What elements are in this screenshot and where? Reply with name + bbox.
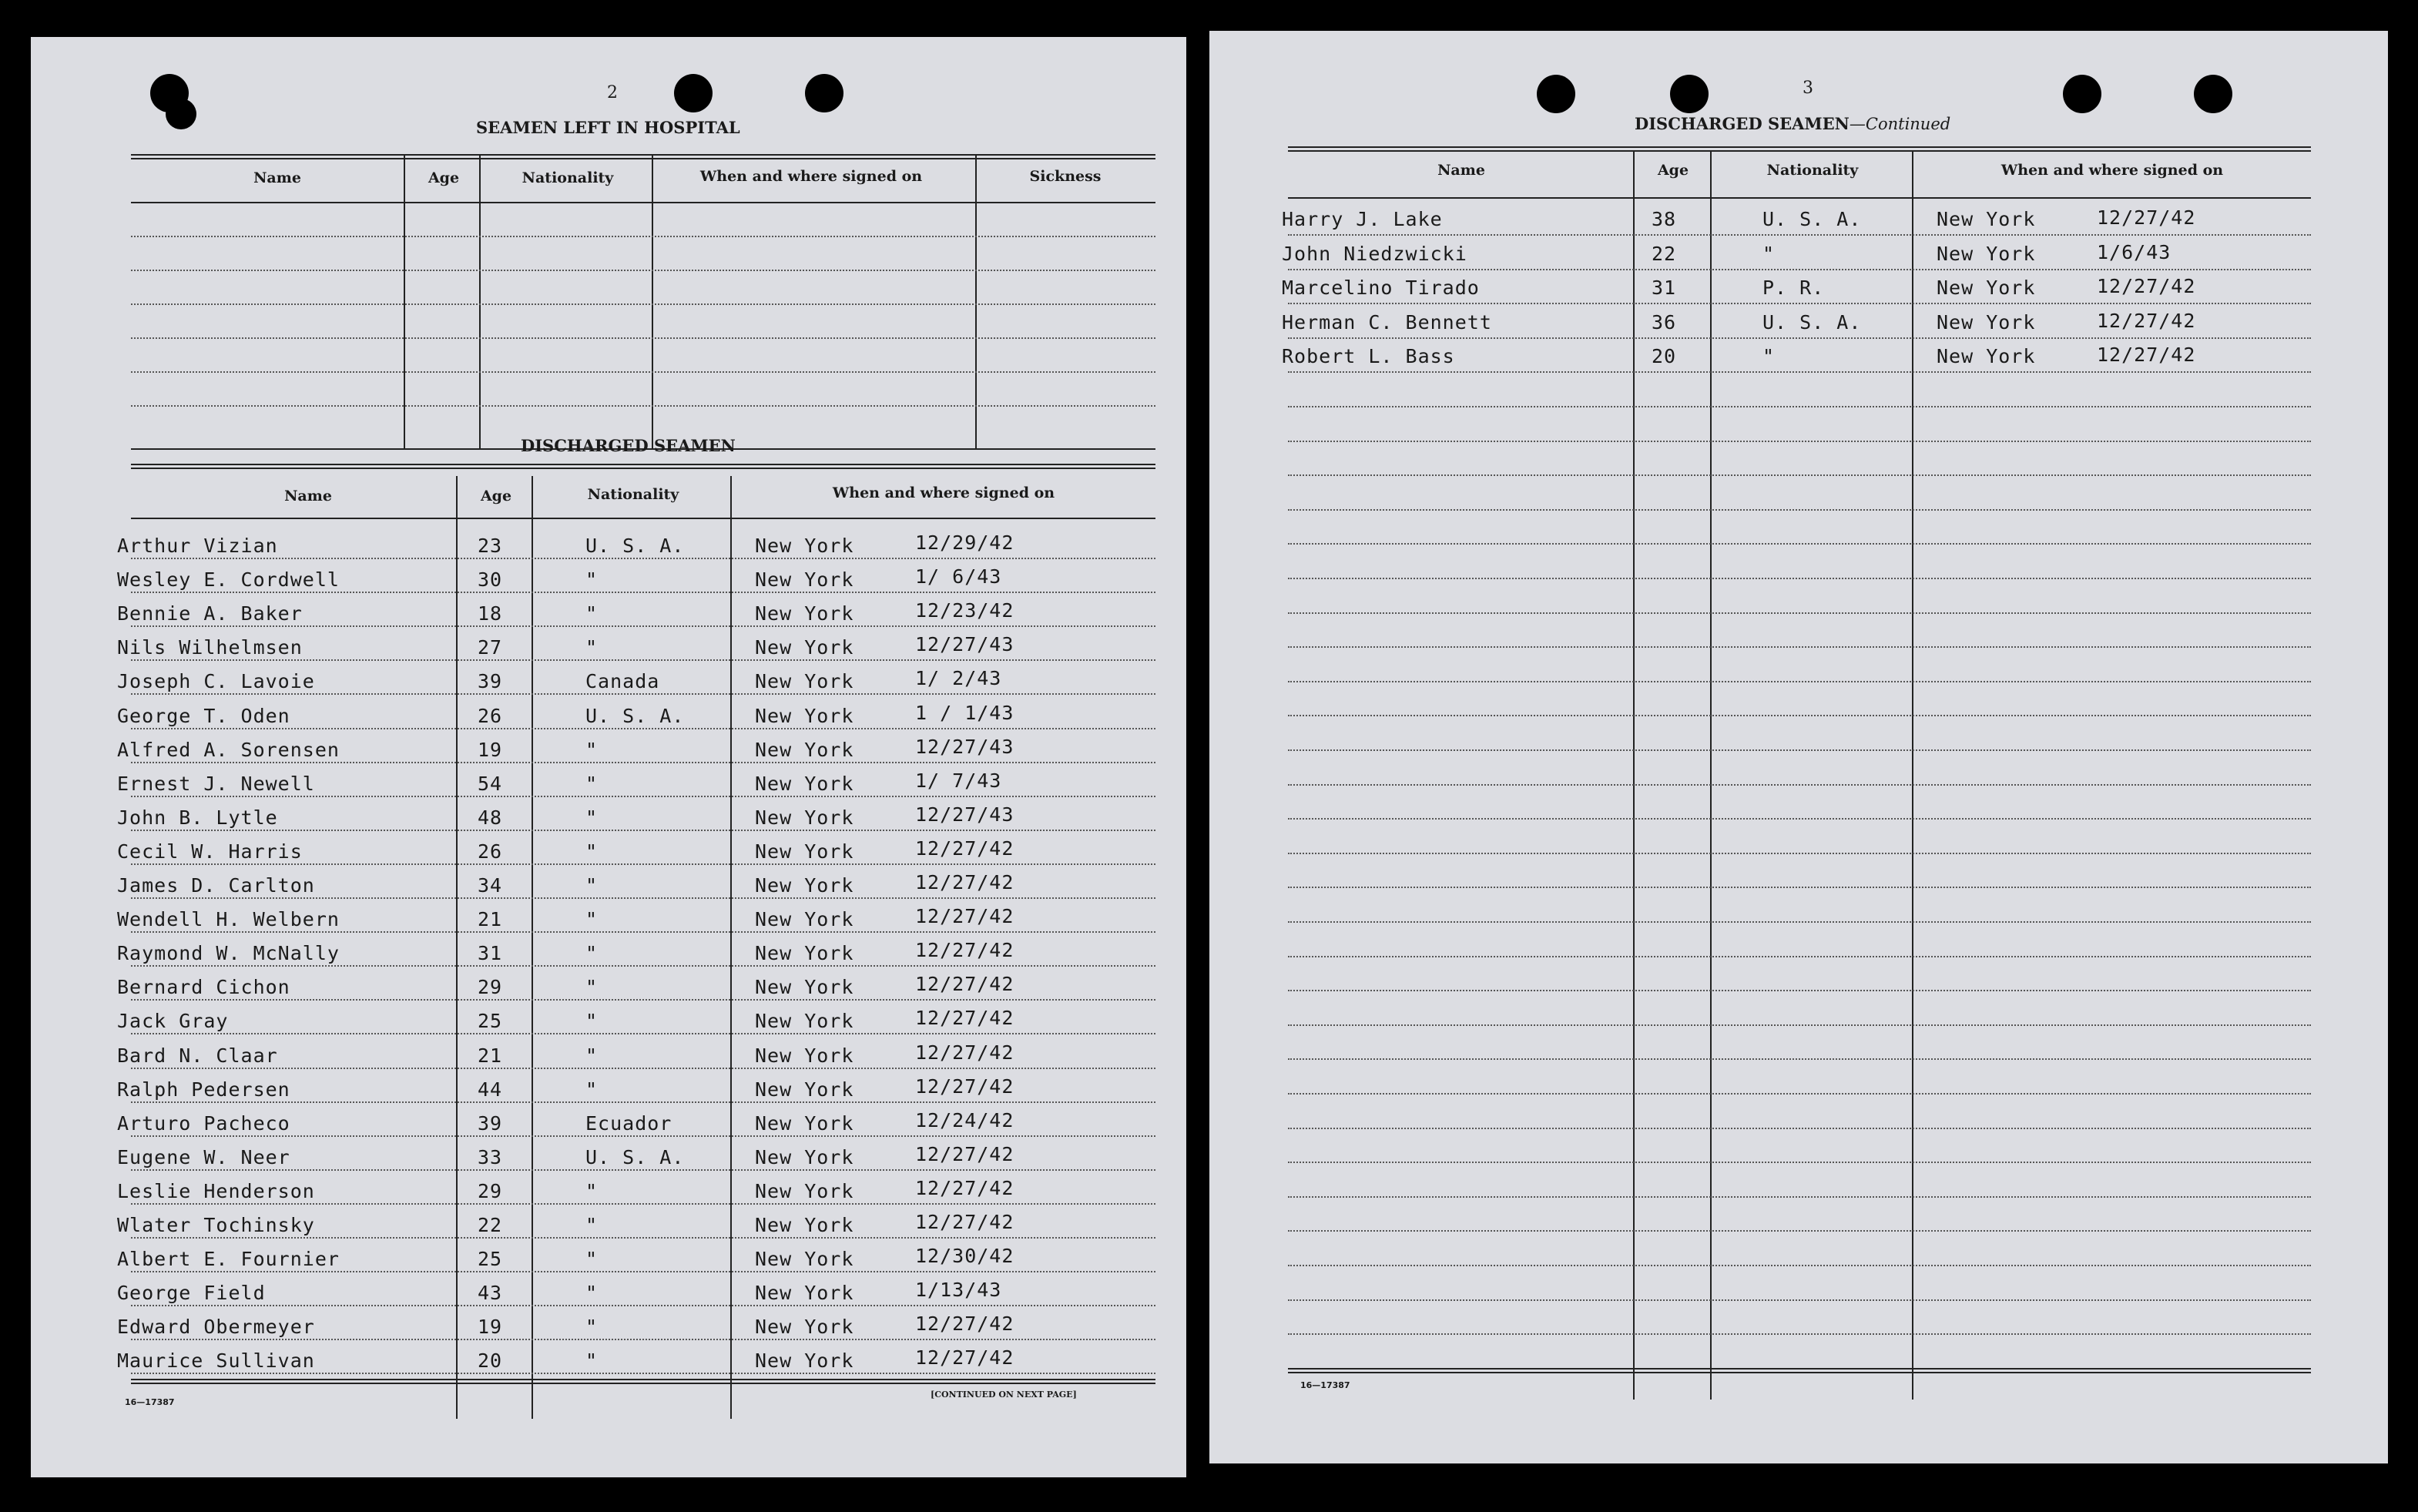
header-rule	[131, 154, 1155, 159]
seaman-name: Harry J. Lake	[1282, 208, 1443, 230]
row-line	[1288, 681, 2311, 682]
signed-on-date: 1/ 2/43	[915, 667, 1002, 689]
signed-on-date: 1/ 7/43	[915, 769, 1002, 792]
signed-on-date: 12/27/42	[915, 1313, 1014, 1335]
signed-on-date: 12/29/42	[915, 531, 1014, 554]
row-line	[1288, 543, 2311, 545]
signed-on-place: New York	[1937, 277, 2036, 299]
right-bottom-rule	[1288, 1368, 2311, 1373]
seaman-age: 21	[478, 1044, 503, 1067]
seaman-nationality: U. S. A.	[585, 705, 685, 727]
signed-on-date: 1 / 1/43	[915, 702, 1014, 724]
discharged-col-name: Name	[284, 488, 332, 505]
row-line	[1288, 1162, 2311, 1163]
row-line	[1288, 715, 2311, 716]
seaman-nationality: Canada	[585, 670, 660, 692]
seaman-age: 54	[478, 773, 503, 795]
discharged-col-age: Age	[480, 488, 512, 505]
hospital-head-rule	[131, 202, 1155, 203]
row-line	[1288, 1299, 2311, 1301]
seaman-name: Leslie Henderson	[117, 1180, 315, 1202]
right-col-nationality: Nationality	[1766, 162, 1859, 179]
hospital-row-line	[131, 371, 1155, 373]
hospital-col-divider	[479, 154, 481, 448]
signed-on-place: New York	[755, 1316, 854, 1338]
signed-on-place: New York	[755, 1214, 854, 1236]
row-line	[1288, 509, 2311, 511]
binder-hole	[674, 74, 713, 112]
seaman-name: Bernard Cichon	[117, 976, 290, 998]
seaman-nationality: "	[585, 942, 599, 964]
hospital-col-divider	[652, 154, 653, 448]
row-line	[131, 659, 1155, 661]
signed-on-place: New York	[755, 670, 854, 692]
row-line	[1288, 474, 2311, 476]
right-col-signed-on: When and where signed on	[2000, 162, 2224, 179]
binder-hole	[1670, 75, 1709, 113]
signed-on-date: 12/27/42	[915, 837, 1014, 860]
row-line	[131, 965, 1155, 967]
seaman-age: 26	[478, 705, 503, 727]
row-line	[1288, 646, 2311, 648]
seaman-nationality: "	[585, 568, 599, 591]
row-line	[131, 762, 1155, 763]
hospital-row-line	[131, 236, 1155, 237]
seaman-name: John B. Lytle	[117, 806, 278, 829]
seaman-age: 26	[478, 840, 503, 863]
signed-on-place: New York	[755, 942, 854, 964]
hospital-row-line	[131, 270, 1155, 271]
row-line	[1288, 406, 2311, 407]
seaman-nationality: "	[585, 1044, 599, 1067]
signed-on-date: 12/27/42	[2097, 344, 2196, 366]
binder-hole	[2063, 75, 2101, 113]
binder-hole	[1537, 75, 1575, 113]
row-line	[131, 863, 1155, 865]
signed-on-place: New York	[755, 1349, 854, 1372]
signed-on-date: 12/27/42	[915, 905, 1014, 927]
row-line	[131, 1033, 1155, 1034]
signed-on-date: 12/30/42	[915, 1245, 1014, 1267]
signed-on-place: New York	[755, 705, 854, 727]
seaman-age: 44	[478, 1078, 503, 1101]
signed-on-date: 12/27/42	[915, 973, 1014, 995]
signed-on-place: New York	[755, 1044, 854, 1067]
row-line	[1288, 1230, 2311, 1232]
seaman-age: 20	[1652, 345, 1677, 367]
discharged-col-signed-on: When and where signed on	[832, 484, 1055, 501]
row-line	[1288, 990, 2311, 991]
signed-on-place: New York	[755, 1078, 854, 1101]
signed-on-date: 12/27/42	[2097, 310, 2196, 332]
seaman-nationality: "	[585, 1349, 599, 1372]
row-line	[131, 1271, 1155, 1272]
signed-on-place: New York	[1937, 243, 2036, 265]
row-line	[1288, 887, 2311, 888]
seaman-nationality: U. S. A.	[1762, 208, 1862, 230]
signed-on-date: 12/27/42	[915, 1143, 1014, 1165]
signed-on-place: New York	[755, 806, 854, 829]
seaman-name: Eugene W. Neer	[117, 1146, 290, 1168]
seaman-name: George Field	[117, 1282, 266, 1304]
seaman-nationality: "	[585, 1214, 599, 1236]
discharged-col-nationality: Nationality	[587, 486, 679, 503]
signed-on-place: New York	[755, 976, 854, 998]
signed-on-date: 12/27/42	[2097, 275, 2196, 297]
discharged-col-divider	[730, 476, 732, 1419]
discharged-col-divider	[456, 476, 458, 1419]
seaman-nationality: "	[585, 773, 599, 795]
discharged-bottom-rule	[131, 1379, 1155, 1384]
signed-on-place: New York	[755, 1146, 854, 1168]
seaman-name: Maurice Sullivan	[117, 1349, 315, 1372]
seaman-name: Robert L. Bass	[1282, 345, 1455, 367]
row-line	[1288, 1024, 2311, 1026]
seaman-nationality: U. S. A.	[1762, 311, 1862, 334]
signed-on-place: New York	[755, 636, 854, 659]
signed-on-date: 1/13/43	[915, 1279, 1002, 1301]
right-head-rule	[1288, 197, 2311, 199]
signed-on-date: 12/27/43	[915, 633, 1014, 655]
signed-on-date: 12/27/42	[915, 939, 1014, 961]
row-line	[1288, 234, 2311, 236]
signed-on-place: New York	[1937, 311, 2036, 334]
signed-on-place: New York	[755, 568, 854, 591]
signed-on-date: 1/6/43	[2097, 241, 2172, 263]
signed-on-date: 1/ 6/43	[915, 565, 1002, 588]
signed-on-place: New York	[755, 1282, 854, 1304]
seaman-age: 22	[1652, 243, 1677, 265]
signed-on-place: New York	[755, 1112, 854, 1135]
seaman-age: 29	[478, 976, 503, 998]
signed-on-place: New York	[755, 602, 854, 625]
row-line	[131, 931, 1155, 933]
discharged-top-rule	[131, 464, 1155, 469]
discharged-section-title: DISCHARGED SEAMEN	[521, 436, 736, 455]
seaman-nationality: "	[585, 1078, 599, 1101]
seaman-age: 25	[478, 1248, 503, 1270]
seaman-name: Joseph C. Lavoie	[117, 670, 315, 692]
seaman-name: Cecil W. Harris	[117, 840, 303, 863]
row-line	[1288, 578, 2311, 579]
left-page	[31, 37, 1186, 1477]
row-line	[131, 1135, 1155, 1137]
seaman-age: 30	[478, 568, 503, 591]
seaman-name: Jack Gray	[117, 1010, 229, 1032]
seaman-name: Ernest J. Newell	[117, 773, 315, 795]
row-line	[1288, 818, 2311, 820]
signed-on-place: New York	[755, 1180, 854, 1202]
seaman-age: 39	[478, 1112, 503, 1135]
signed-on-date: 12/27/43	[915, 803, 1014, 826]
seaman-age: 18	[478, 602, 503, 625]
seaman-nationality: "	[585, 1316, 599, 1338]
signed-on-place: New York	[755, 1248, 854, 1270]
row-line	[131, 592, 1155, 593]
signed-on-place: New York	[755, 1010, 854, 1032]
row-line	[131, 1373, 1155, 1374]
seaman-name: Edward Obermeyer	[117, 1316, 315, 1338]
seaman-age: 31	[1652, 277, 1677, 299]
seaman-name: Wendell H. Welbern	[117, 908, 340, 930]
seaman-nationality: "	[585, 840, 599, 863]
hospital-row-line	[131, 303, 1155, 305]
signed-on-place: New York	[755, 535, 854, 557]
row-line	[131, 693, 1155, 695]
seaman-age: 22	[478, 1214, 503, 1236]
row-line	[1288, 303, 2311, 304]
seaman-age: 36	[1652, 311, 1677, 334]
row-line	[131, 897, 1155, 899]
seaman-name: Bard N. Claar	[117, 1044, 278, 1067]
seaman-age: 29	[478, 1180, 503, 1202]
seaman-name: Arturo Pacheco	[117, 1112, 290, 1135]
seaman-nationality: "	[585, 908, 599, 930]
row-line	[131, 1339, 1155, 1340]
seaman-age: 31	[478, 942, 503, 964]
signed-on-date: 12/27/42	[915, 1211, 1014, 1233]
signed-on-date: 12/27/43	[915, 736, 1014, 758]
seaman-nationality: Ecuador	[585, 1112, 672, 1135]
seaman-age: 33	[478, 1146, 503, 1168]
page-number: 2	[607, 83, 618, 102]
seaman-name: James D. Carlton	[117, 874, 315, 897]
seaman-nationality: "	[585, 1180, 599, 1202]
seaman-age: 25	[478, 1010, 503, 1032]
discharged-continued-title: DISCHARGED SEAMEN—Continued	[1635, 114, 1951, 133]
signed-on-date: 12/27/42	[915, 1007, 1014, 1029]
continued-note: [CONTINUED ON NEXT PAGE]	[931, 1390, 1077, 1400]
hospital-row-line	[131, 337, 1155, 339]
seaman-nationality: U. S. A.	[585, 1146, 685, 1168]
signed-on-date: 12/27/42	[915, 1075, 1014, 1098]
binder-hole	[2194, 75, 2232, 113]
right-page	[1209, 31, 2388, 1463]
hospital-row-line	[131, 405, 1155, 407]
signed-on-date: 12/27/42	[915, 1346, 1014, 1369]
hospital-col-age: Age	[428, 169, 460, 186]
signed-on-date: 12/27/42	[915, 1041, 1014, 1064]
row-line	[1288, 371, 2311, 373]
signed-on-place: New York	[755, 874, 854, 897]
row-line	[1288, 1128, 2311, 1129]
seaman-age: 38	[1652, 208, 1677, 230]
row-line	[131, 796, 1155, 797]
seaman-name: John Niedzwicki	[1282, 243, 1467, 265]
row-line	[131, 999, 1155, 1001]
seaman-name: Wesley E. Cordwell	[117, 568, 340, 591]
binder-hole	[166, 99, 196, 129]
seaman-nationality: "	[585, 976, 599, 998]
seaman-age: 39	[478, 670, 503, 692]
row-line	[1288, 1196, 2311, 1198]
seaman-nationality: P. R.	[1762, 277, 1825, 299]
signed-on-place: New York	[1937, 345, 2036, 367]
row-line	[1288, 612, 2311, 614]
row-line	[1288, 956, 2311, 957]
seaman-age: 48	[478, 806, 503, 829]
signed-on-place: New York	[755, 739, 854, 761]
seaman-age: 34	[478, 874, 503, 897]
right-col-name: Name	[1437, 162, 1485, 179]
seaman-name: Ralph Pedersen	[117, 1078, 290, 1101]
right-col-age: Age	[1657, 162, 1689, 179]
row-line	[131, 728, 1155, 729]
seaman-name: Herman C. Bennett	[1282, 311, 1492, 334]
row-line	[1288, 853, 2311, 854]
seaman-name: George T. Oden	[117, 705, 290, 727]
signed-on-place: New York	[755, 773, 854, 795]
seaman-name: Nils Wilhelmsen	[117, 636, 303, 659]
row-line	[1288, 1058, 2311, 1060]
seaman-nationality: "	[585, 806, 599, 829]
row-line	[1288, 749, 2311, 751]
row-line	[1288, 269, 2311, 270]
hospital-col-divider	[975, 154, 977, 448]
page-number: 3	[1803, 79, 1813, 98]
row-line	[131, 1237, 1155, 1239]
signed-on-date: 12/27/42	[2097, 206, 2196, 229]
row-line	[131, 1068, 1155, 1069]
row-line	[1288, 337, 2311, 339]
seaman-age: 19	[478, 1316, 503, 1338]
binder-hole	[805, 74, 843, 112]
row-line	[1288, 784, 2311, 786]
signed-on-date: 12/27/42	[915, 871, 1014, 893]
seaman-name: Raymond W. McNally	[117, 942, 340, 964]
seaman-age: 23	[478, 535, 503, 557]
hospital-col-divider	[404, 154, 405, 448]
discharged-head-rule	[131, 518, 1155, 519]
signed-on-date: 12/27/42	[915, 1177, 1014, 1199]
row-line	[131, 1203, 1155, 1205]
seaman-name: Marcelino Tirado	[1282, 277, 1480, 299]
row-line	[131, 830, 1155, 831]
seaman-nationality: "	[585, 602, 599, 625]
seaman-name: Bennie A. Baker	[117, 602, 303, 625]
signed-on-place: New York	[755, 908, 854, 930]
signed-on-date: 12/23/42	[915, 599, 1014, 622]
row-line	[1288, 441, 2311, 442]
seaman-age: 43	[478, 1282, 503, 1304]
seaman-age: 21	[478, 908, 503, 930]
row-line	[131, 558, 1155, 559]
row-line	[131, 1169, 1155, 1171]
seaman-age: 20	[478, 1349, 503, 1372]
seaman-nationality: "	[585, 636, 599, 659]
row-line	[1288, 1333, 2311, 1335]
signed-on-place: New York	[755, 840, 854, 863]
form-number: 16—17387	[1300, 1380, 1350, 1390]
signed-on-place: New York	[1937, 208, 2036, 230]
seaman-nationality: "	[585, 1248, 599, 1270]
discharged-col-divider	[532, 476, 533, 1419]
hospital-section-title: SEAMEN LEFT IN HOSPITAL	[476, 118, 740, 137]
header-rule	[1288, 146, 2311, 152]
seaman-age: 27	[478, 636, 503, 659]
hospital-col-nationality: Nationality	[521, 169, 614, 186]
row-line	[1288, 921, 2311, 923]
hospital-col-name: Name	[253, 169, 301, 186]
seaman-name: Arthur Vizian	[117, 535, 278, 557]
seaman-nationality: U. S. A.	[585, 535, 685, 557]
row-line	[131, 1101, 1155, 1103]
seaman-name: Alfred A. Sorensen	[117, 739, 340, 761]
seaman-nationality: "	[1762, 243, 1776, 265]
hospital-col-signed-on: When and where signed on	[699, 168, 923, 185]
seaman-name: Albert E. Fournier	[117, 1248, 340, 1270]
seaman-nationality: "	[1762, 345, 1776, 367]
row-line	[1288, 1093, 2311, 1095]
seaman-nationality: "	[585, 874, 599, 897]
seaman-nationality: "	[585, 739, 599, 761]
form-number: 16—17387	[125, 1397, 175, 1407]
signed-on-date: 12/24/42	[915, 1109, 1014, 1131]
row-line	[131, 625, 1155, 627]
row-line	[1288, 1265, 2311, 1266]
seaman-age: 19	[478, 739, 503, 761]
hospital-col-sickness: Sickness	[1029, 168, 1102, 185]
seaman-nationality: "	[585, 1282, 599, 1304]
seaman-nationality: "	[585, 1010, 599, 1032]
row-line	[131, 1305, 1155, 1306]
seaman-name: Wlater Tochinsky	[117, 1214, 315, 1236]
